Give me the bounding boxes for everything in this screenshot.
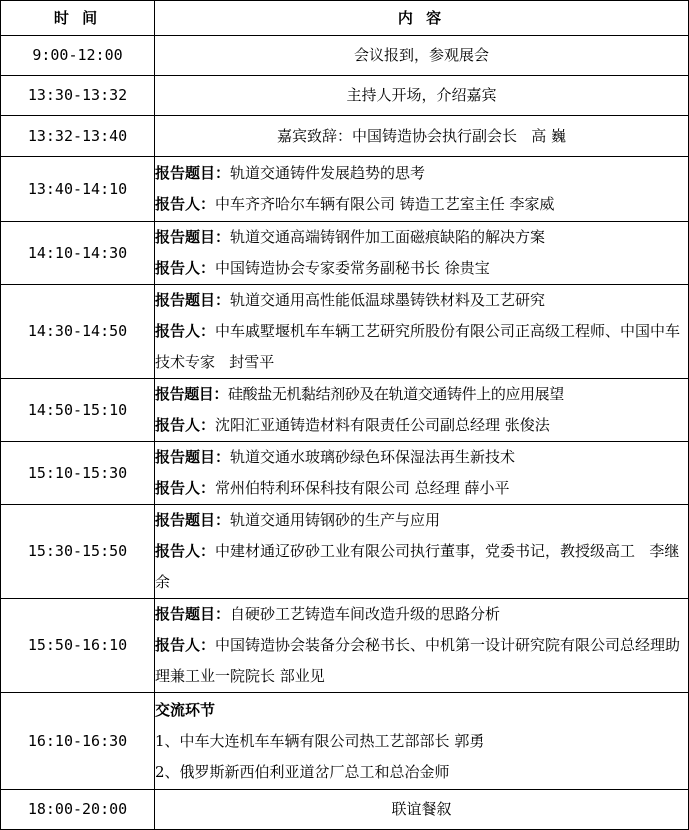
report-topic-line — [155, 442, 688, 473]
report-speaker: 沈阳汇亚通铸造材料有限责任公司副总经理 张俊法 — [215, 416, 550, 434]
table-row — [1, 442, 689, 505]
report-speaker: 中国铸造协会装备分会秘书长、中机第一设计研究院有限公司总经理助理兼工业一院院长 部业见 — [155, 636, 681, 685]
row-content — [155, 599, 689, 693]
report-speaker-line — [155, 630, 688, 692]
row-content — [155, 222, 689, 285]
exchange-session-title: 交流环节 — [155, 700, 216, 719]
row-time: 14:30-14:50 — [1, 285, 155, 379]
report-topic: 轨道交通铸件发展趋势的思考 — [230, 164, 426, 182]
row-content: 会议报到，参观展会 — [155, 36, 689, 76]
row-time: 16:10-16:30 — [1, 693, 155, 790]
report-speaker-line — [155, 473, 688, 504]
row-content — [155, 116, 689, 157]
report-topic-line — [155, 222, 688, 253]
report-speaker: 中建材通辽矽砂工业有限公司执行董事，党委书记，教授级高工 李继余 — [155, 542, 680, 591]
report-topic: 轨道交通水玻璃砂绿色环保湿法再生新技术 — [230, 448, 516, 466]
table-row — [1, 599, 689, 693]
row-time: 13:30-13:32 — [1, 76, 155, 116]
report-topic-line — [155, 379, 688, 410]
table-row — [1, 36, 689, 76]
table-row — [1, 790, 689, 830]
report-topic: 轨道交通用铸钢砂的生产与应用 — [230, 511, 441, 529]
report-topic-line — [155, 599, 688, 630]
exchange-item: 1、中车大连机车车辆有限公司热工艺部部长 郭勇 — [155, 731, 485, 750]
topic-label: 报告题目： — [155, 605, 231, 623]
row-time: 18:00-20:00 — [1, 790, 155, 830]
speaker-label: 报告人： — [155, 259, 216, 277]
report-topic-line — [155, 285, 688, 316]
row-time: 15:50-16:10 — [1, 599, 155, 693]
speaker-label: 报告人： — [155, 479, 216, 497]
speaker-label: 报告人： — [155, 195, 216, 213]
table-row — [1, 116, 689, 157]
row-content — [155, 379, 689, 442]
table-row — [1, 157, 689, 222]
topic-label: 报告题目： — [155, 228, 231, 246]
report-topic: 硅酸盐无机黏结剂砂及在轨道交通铸件上的应用展望 — [228, 385, 564, 403]
row-time: 13:32-13:40 — [1, 116, 155, 157]
row-time: 14:50-15:10 — [1, 379, 155, 442]
row-content — [155, 285, 689, 379]
speaker-label: 报告人： — [155, 636, 216, 654]
speaker-label: 报告人： — [155, 322, 216, 340]
table-row — [1, 379, 689, 442]
row-content: 联谊餐叙 — [155, 790, 689, 830]
row-time: 14:10-14:30 — [1, 222, 155, 285]
report-speaker-line — [155, 536, 688, 598]
welcome-speech-text: 嘉宾致辞：中国铸造协会执行副会长 高 巍 — [276, 126, 567, 145]
row-content — [155, 157, 689, 222]
row-content — [155, 442, 689, 505]
speaker-label: 报告人： — [155, 542, 216, 560]
report-speaker-line — [155, 189, 688, 220]
topic-label: 报告题目： — [155, 511, 231, 529]
row-content — [155, 693, 689, 790]
report-speaker-line — [155, 253, 688, 284]
table-row — [1, 505, 689, 599]
row-content: 主持人开场，介绍嘉宾 — [155, 76, 689, 116]
exchange-item: 2、俄罗斯新西伯利亚道岔厂总工和总冶金师 — [155, 762, 450, 781]
report-topic-line — [155, 505, 688, 536]
report-topic: 自硬砂工艺铸造车间改造升级的思路分析 — [230, 605, 501, 623]
table-row — [1, 693, 689, 790]
row-time: 9:00-12:00 — [1, 36, 155, 76]
row-time: 15:30-15:50 — [1, 505, 155, 599]
row-time: 13:40-14:10 — [1, 157, 155, 222]
table-row — [1, 222, 689, 285]
report-speaker-line — [155, 410, 688, 441]
header-time: 时 间 — [1, 1, 155, 36]
table-header-row — [1, 1, 689, 36]
table-row — [1, 285, 689, 379]
report-topic: 轨道交通用高性能低温球墨铸铁材料及工艺研究 — [230, 291, 546, 309]
topic-label: 报告题目： — [155, 448, 231, 466]
speaker-label: 报告人： — [155, 416, 216, 434]
topic-label: 报告题目： — [155, 385, 229, 403]
table-row — [1, 76, 689, 116]
report-speaker: 常州伯特利环保科技有限公司 总经理 薛小平 — [215, 479, 510, 497]
report-speaker: 中国铸造协会专家委常务副秘书长 徐贵宝 — [215, 259, 490, 277]
row-content — [155, 505, 689, 599]
report-topic-line — [155, 158, 688, 189]
topic-label: 报告题目： — [155, 164, 231, 182]
topic-label: 报告题目： — [155, 291, 231, 309]
report-speaker-line — [155, 316, 688, 378]
header-content: 内 容 — [155, 1, 689, 36]
row-time: 15:10-15:30 — [1, 442, 155, 505]
report-topic: 轨道交通高端铸钢件加工面磁痕缺陷的解决方案 — [230, 228, 546, 246]
report-speaker: 中车戚墅堰机车车辆工艺研究所股份有限公司正高级工程师、中国中车技术专家 封雪平 — [155, 322, 681, 371]
report-speaker: 中车齐齐哈尔车辆有限公司 铸造工艺室主任 李家威 — [215, 195, 555, 213]
